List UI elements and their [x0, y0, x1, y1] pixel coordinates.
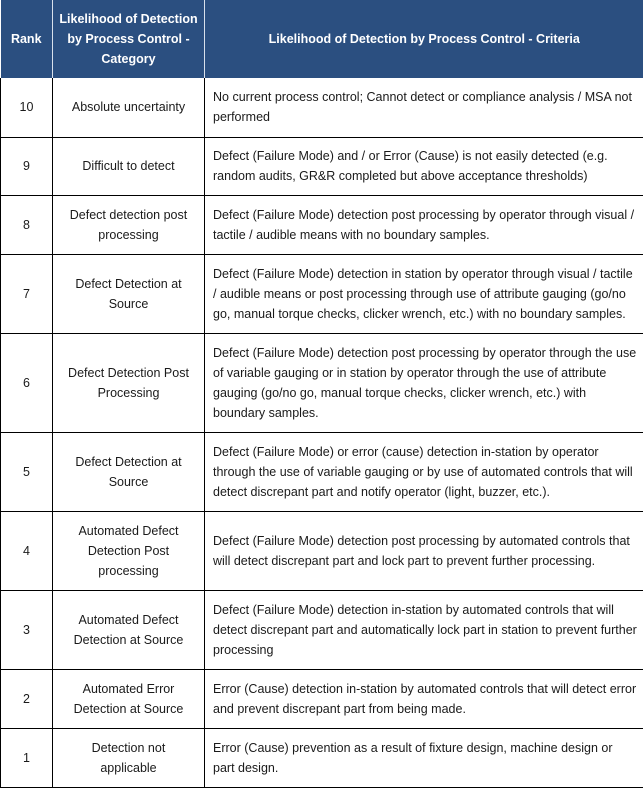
- table-header: [1, 0, 643, 78]
- criteria-cell: Defect (Failure Mode) or error (cause) detection in-station by operator through the use of variable gauging or by use of automated controls that will detect discrepant part and notify operator (light, buzzer, etc.).: [205, 432, 643, 511]
- category-cell: Difficult to detect: [53, 137, 205, 195]
- category-cell: Defect Detection Post Processing: [53, 333, 205, 432]
- criteria-cell: Defect (Failure Mode) detection post processing by operator through visual / tactile / audible means with no boundary samples.: [205, 195, 643, 254]
- rank-cell: 4: [1, 511, 53, 590]
- criteria-cell: Defect (Failure Mode) detection post processing by automated controls that will detect discrepant part and lock part to prevent further processing.: [205, 511, 643, 590]
- rank-cell: 5: [1, 432, 53, 511]
- rank-cell: 10: [1, 78, 53, 137]
- rank-cell: 7: [1, 254, 53, 333]
- rank-cell: 1: [1, 728, 53, 787]
- criteria-cell: Defect (Failure Mode) detection in-station by automated controls that will detect discrepant part and automatically lock part in station to prevent further processing: [205, 590, 643, 669]
- table-row: [1, 195, 643, 254]
- table-row: [1, 254, 643, 333]
- table-row: [1, 432, 643, 511]
- criteria-cell: Error (Cause) detection in-station by automated controls that will detect error and prevent discrepant part from being made.: [205, 669, 643, 728]
- rank-cell: 9: [1, 137, 53, 195]
- table-row: [1, 590, 643, 669]
- rank-cell: 8: [1, 195, 53, 254]
- criteria-cell: Error (Cause) prevention as a result of fixture design, machine design or part design.: [205, 728, 643, 787]
- category-cell: Defect detection post processing: [53, 195, 205, 254]
- table-row: [1, 137, 643, 195]
- category-cell: Absolute uncertainty: [53, 78, 205, 137]
- criteria-cell: Defect (Failure Mode) detection post processing by operator through the use of variable gauging or in station by operator through the use of attribute gauging (go/no go, manual torque checks, clicker wrench, etc.) with boundary samples.: [205, 333, 643, 432]
- table-row: [1, 669, 643, 728]
- criteria-cell: Defect (Failure Mode) detection in station by operator through visual / tactile / audible means or post processing through use of attribute gauging (go/no go, manual torque checks, clicker wrench, etc.) with no boundary samples.: [205, 254, 643, 333]
- rank-cell: 3: [1, 590, 53, 669]
- category-cell: Defect Detection at Source: [53, 254, 205, 333]
- table-row: [1, 728, 643, 787]
- category-cell: Defect Detection at Source: [53, 432, 205, 511]
- header-category: Likelihood of Detection by Process Control - Category: [53, 0, 205, 78]
- criteria-cell: No current process control; Cannot detect or compliance analysis / MSA not performed: [205, 78, 643, 137]
- rank-cell: 6: [1, 333, 53, 432]
- category-cell: Automated Error Detection at Source: [53, 669, 205, 728]
- category-cell: Automated Defect Detection Post processing: [53, 511, 205, 590]
- table-body: [1, 78, 643, 787]
- table-row: [1, 78, 643, 137]
- category-cell: Detection not applicable: [53, 728, 205, 787]
- rank-cell: 2: [1, 669, 53, 728]
- table-row: [1, 511, 643, 590]
- criteria-cell: Defect (Failure Mode) and / or Error (Cause) is not easily detected (e.g. random audits, GR&R completed but above acceptance thresholds): [205, 137, 643, 195]
- header-rank: Rank: [1, 0, 53, 78]
- table-row: [1, 333, 643, 432]
- category-cell: Automated Defect Detection at Source: [53, 590, 205, 669]
- header-criteria: Likelihood of Detection by Process Control - Criteria: [205, 0, 643, 78]
- header-row: [1, 0, 643, 78]
